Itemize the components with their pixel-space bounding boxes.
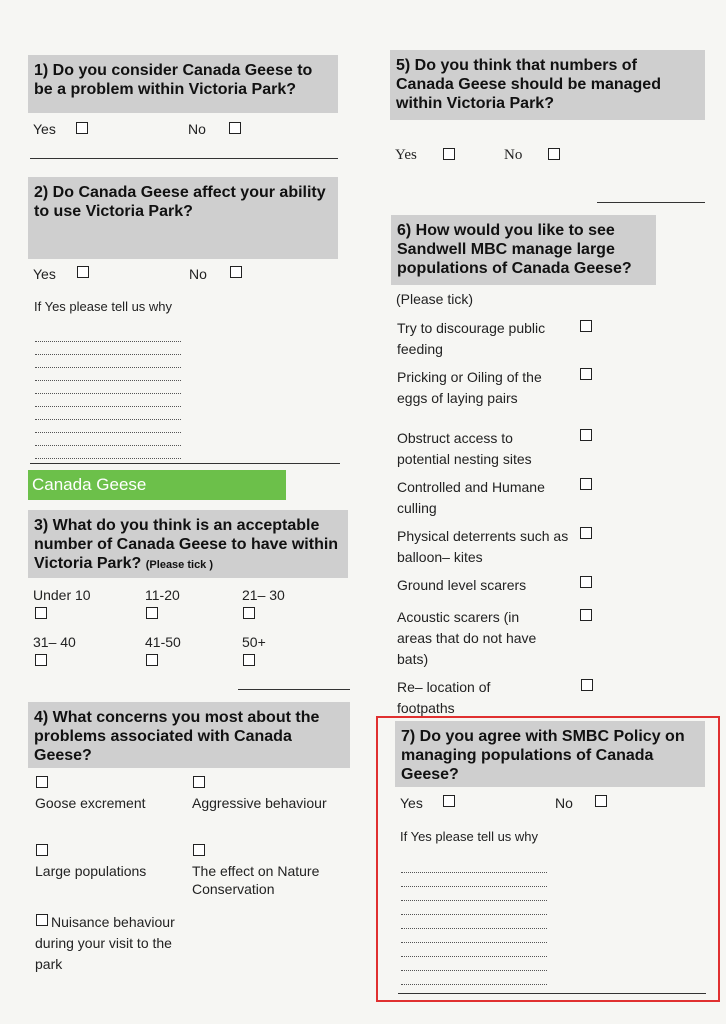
q4-option-checkbox[interactable]	[36, 844, 48, 856]
q6-option-label: Pricking or Oiling of the eggs of laying pairs	[397, 369, 542, 406]
q2-yes-label: Yes	[33, 266, 56, 282]
q6-option-checkbox[interactable]	[580, 478, 592, 490]
q6-tick-note: (Please tick)	[396, 291, 474, 307]
q3-option-label: Under 10	[33, 587, 91, 603]
q7-no-checkbox[interactable]	[595, 795, 607, 807]
q6-option-label: Controlled and Humane culling	[397, 479, 545, 516]
q2-if-yes-label: If Yes please tell us why	[34, 299, 173, 314]
q3-tick-note: (Please tick )	[145, 559, 214, 571]
q3-option-label: 41-50	[145, 634, 181, 650]
q3-option-checkbox[interactable]	[243, 607, 255, 619]
q2-divider	[30, 463, 340, 464]
q6-option-checkbox[interactable]	[580, 429, 592, 441]
q1-divider	[30, 158, 338, 159]
q5-title: 5) Do you think that numbers of Canada Geese should be managed within Victoria Park?	[390, 50, 705, 120]
q2-no-label: No	[189, 266, 207, 282]
q2-no-checkbox[interactable]	[230, 266, 242, 278]
q6-option-label: Obstruct access to potential nesting sites	[397, 430, 532, 467]
q4-option-label: The effect on Nature Conservation	[192, 863, 320, 897]
q6-option-label: Ground level scarers	[397, 577, 527, 593]
q6-option-checkbox[interactable]	[580, 320, 592, 332]
q5-yes-checkbox[interactable]	[443, 148, 455, 160]
q6-option-label: Acoustic scarers (in areas that do not have bats)	[397, 609, 537, 667]
q1-no-label: No	[188, 121, 206, 137]
q6-title: 6) How would you like to see Sandwell MBC manage large populations of Canada Geese?	[391, 215, 656, 285]
q3-option-checkbox[interactable]	[146, 654, 158, 666]
q3-option-checkbox[interactable]	[35, 607, 47, 619]
q7-divider	[398, 993, 706, 994]
q2-yes-checkbox[interactable]	[77, 266, 89, 278]
q6-option-label: Physical deterrents such as balloon– kites	[397, 528, 569, 565]
q5-no-checkbox[interactable]	[548, 148, 560, 160]
q4-title: 4) What concerns you most about the problems associated with Canada Geese?	[28, 702, 350, 768]
q5-divider	[597, 202, 705, 203]
q4-option-label: Aggressive behaviour	[192, 795, 327, 811]
q6-option-checkbox[interactable]	[580, 368, 592, 380]
q5-yes-label: Yes	[395, 147, 417, 163]
q6-option-checkbox[interactable]	[580, 609, 592, 621]
q3-option-label: 21– 30	[242, 587, 285, 603]
q7-if-yes-label: If Yes please tell us why	[400, 829, 539, 844]
q5-no-label: No	[504, 147, 523, 163]
q1-yes-label: Yes	[33, 121, 56, 137]
q1-title: 1) Do you consider Canada Geese to be a problem within Victoria Park?	[28, 55, 338, 113]
q3-option-label: 50+	[242, 634, 266, 650]
q4-option-checkbox[interactable]	[193, 776, 205, 788]
q7-no-label: No	[555, 795, 573, 811]
q6-option-checkbox[interactable]	[580, 527, 592, 539]
section-header: Canada Geese	[28, 470, 286, 500]
q4-option-checkbox[interactable]	[36, 776, 48, 788]
q3-option-checkbox[interactable]	[243, 654, 255, 666]
q7-title: 7) Do you agree with SMBC Policy on managing populations of Canada Geese?	[395, 721, 705, 787]
q4-option-label: Goose excrement	[35, 795, 146, 811]
q6-option-checkbox[interactable]	[581, 679, 593, 691]
q4-option-checkbox[interactable]	[193, 844, 205, 856]
q6-option-label: Try to discourage public feeding	[397, 320, 546, 357]
q7-yes-label: Yes	[400, 795, 423, 811]
q6-option-label: Re– location of footpaths	[397, 679, 491, 716]
q2-title: 2) Do Canada Geese affect your ability to use Victoria Park?	[28, 177, 338, 259]
q6-option-checkbox[interactable]	[580, 576, 592, 588]
q4-option-label: Large populations	[35, 863, 147, 879]
q3-option-label: 11-20	[145, 587, 180, 603]
q3-title-text: 3) What do you think is an acceptable number of Canada Geese to have within Victoria Park?	[34, 517, 339, 572]
q3-option-checkbox[interactable]	[146, 607, 158, 619]
q3-divider	[238, 689, 350, 690]
q7-yes-checkbox[interactable]	[443, 795, 455, 807]
q3-option-checkbox[interactable]	[35, 654, 47, 666]
q1-no-checkbox[interactable]	[229, 122, 241, 134]
q4-option-label: Nuisance behaviour during your visit to the park	[35, 914, 175, 972]
q3-option-label: 31– 40	[33, 634, 76, 650]
q1-yes-checkbox[interactable]	[76, 122, 88, 134]
q3-title	[28, 510, 348, 578]
